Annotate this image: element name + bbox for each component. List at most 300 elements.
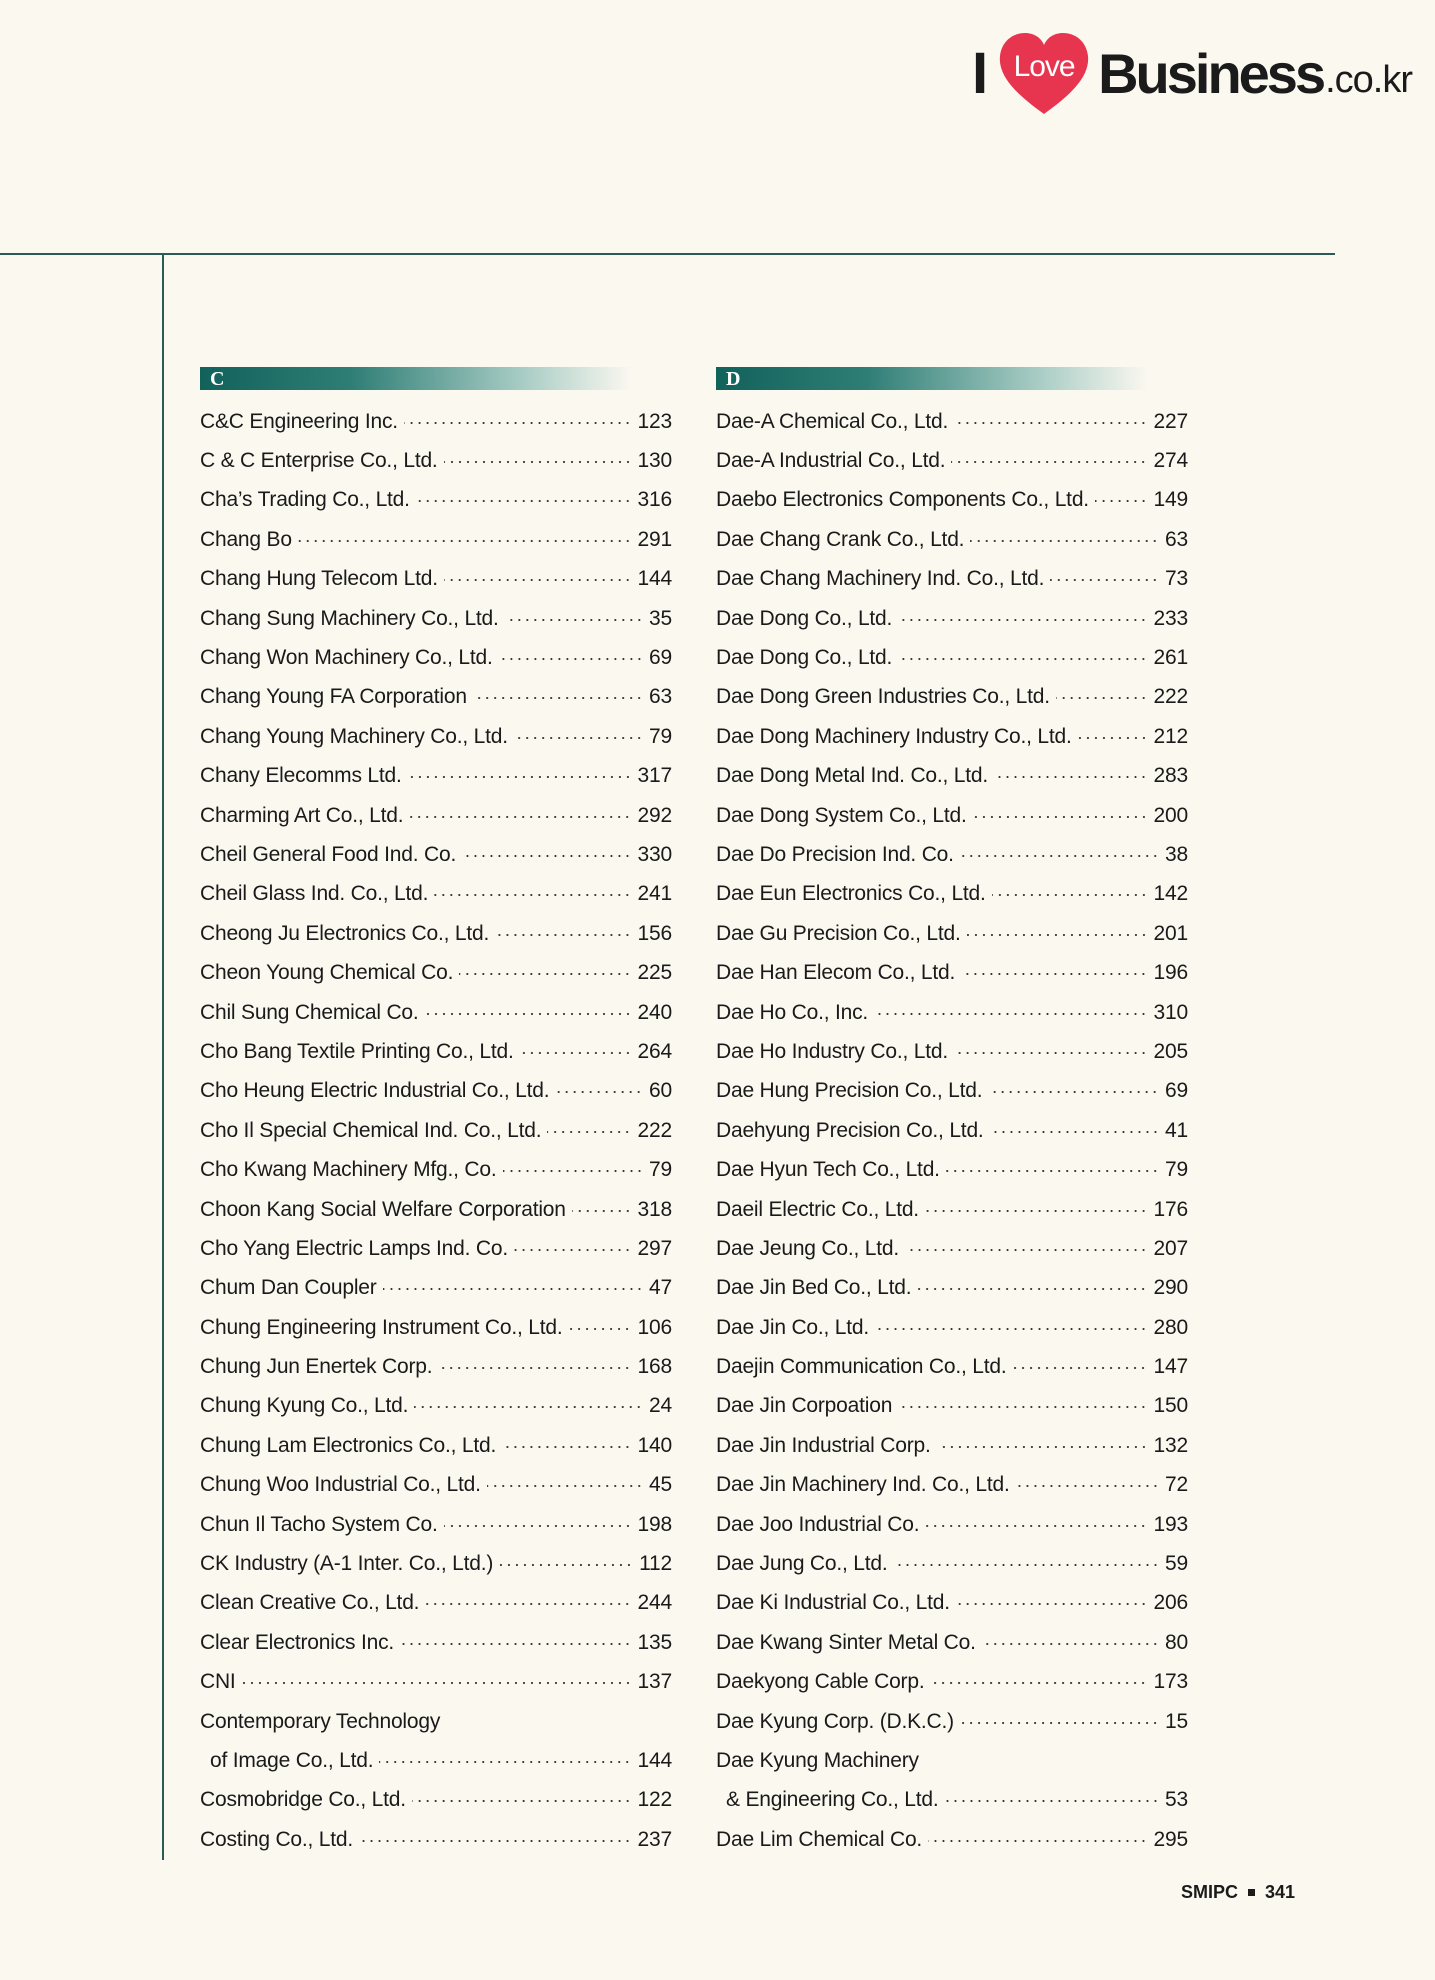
entry-page-number: 80 [1165,1630,1188,1654]
index-entry [200,678,672,717]
entry-company-name: Cho Heung Electric Industrial Co., Ltd. [200,1079,550,1103]
entry-list [200,402,672,1859]
entry-company-name: Clean Creative Co., Ltd. [200,1591,420,1615]
entry-company-name: Dae Dong Co., Ltd. [716,646,893,670]
dot-leader [988,1091,1159,1093]
dot-leader [359,1840,632,1842]
index-entry [200,1111,672,1150]
dot-leader [961,973,1147,975]
index-entry [716,1820,1188,1859]
entry-page-number: 290 [1153,1276,1188,1300]
entry-page-number: 106 [637,1315,672,1339]
dot-leader [925,1525,1147,1527]
entry-page-number: 147 [1153,1355,1188,1379]
index-entry [200,953,672,992]
entry-page-number: 144 [637,567,672,591]
entry-company-name: Chung Engineering Instrument Co., Ltd. [200,1315,563,1339]
dot-leader [414,1406,643,1408]
dot-leader [505,619,643,621]
entry-company-name: CK Industry (A-1 Inter. Co., Ltd.) [200,1552,494,1576]
entry-company-name: Dae Hung Precision Co., Ltd. [716,1079,983,1103]
entry-page-number: 316 [637,488,672,512]
entry-page-number: 237 [637,1827,672,1851]
index-entry [200,1347,672,1386]
index-entry [200,599,672,638]
dot-leader [898,658,1147,660]
entry-company-name: Clear Electronics Inc. [200,1630,395,1654]
dot-leader [412,1800,632,1802]
entry-page-number: 132 [1153,1433,1188,1457]
dot-leader [462,855,631,857]
dot-leader [925,1210,1148,1212]
index-entry [200,1072,672,1111]
dot-leader [894,1564,1160,1566]
dot-leader [400,1643,632,1645]
dot-leader [874,1013,1148,1015]
entry-page-number: 130 [637,449,672,473]
entry-company-name: Cho Kwang Machinery Mfg., Co. [200,1158,497,1182]
index-entry [716,560,1188,599]
entry-page-number: 140 [637,1433,672,1457]
index-entry [200,1229,672,1268]
entry-page-number: 150 [1153,1394,1188,1418]
entry-company-name: Cho Yang Electric Lamps Ind. Co. [200,1236,508,1260]
dot-leader [514,737,643,739]
dot-leader [438,1367,631,1369]
index-entry [716,638,1188,677]
dot-leader [954,422,1147,424]
entry-company-name: Cho Il Special Chemical Ind. Co., Ltd. [200,1118,542,1142]
entry-page-number: 63 [649,685,672,709]
entry-company-name: Dae Kyung Corp. (D.K.C.) [716,1709,954,1733]
index-entry [716,1505,1188,1544]
index-entry [716,402,1188,441]
dot-leader [514,1249,632,1251]
index-entry [716,717,1188,756]
entry-page-number: 79 [649,1158,672,1182]
page-number: 341 [1265,1882,1296,1902]
entry-company-name: of Image Co., Ltd. [210,1748,374,1772]
entry-company-name: Chung Lam Electronics Co., Ltd. [200,1433,497,1457]
index-entry [200,1781,672,1820]
index-entry [200,914,672,953]
entry-page-number: 330 [637,842,672,866]
index-entry [716,1190,1188,1229]
index-entry [200,757,672,796]
entry-page-number: 35 [649,606,672,630]
entry-company-name: Contemporary Technology [200,1709,441,1733]
dot-leader [444,461,632,463]
entry-company-name: Cha’s Trading Co., Ltd. [200,488,410,512]
index-entry [200,1466,672,1505]
index-column-d [716,367,1188,1859]
entry-page-number: 63 [1165,527,1188,551]
dot-leader [444,1525,632,1527]
dot-leader [502,1446,631,1448]
entry-company-name: Dae Ki Industrial Co., Ltd. [716,1591,950,1615]
entry-company-name: Cheil Glass Ind. Co., Ltd. [200,882,429,906]
dot-leader [487,1485,643,1487]
entry-page-number: 149 [1153,488,1188,512]
entry-company-name: Chung Jun Enertek Corp. [200,1355,433,1379]
index-entry [716,1741,1188,1780]
logo-letter-i: I [971,40,989,106]
entry-company-name: Chung Woo Industrial Co., Ltd. [200,1473,481,1497]
entry-page-number: 24 [649,1394,672,1418]
entry-page-number: 198 [637,1512,672,1536]
entry-company-name: Dae Chang Crank Co., Ltd. [716,527,965,551]
dot-leader [956,1603,1148,1605]
dot-leader [1078,737,1148,739]
entry-company-name: Dae Han Elecom Co., Ltd. [716,961,956,985]
dot-leader [499,658,643,660]
index-entry [716,1111,1188,1150]
index-entry [716,796,1188,835]
index-entry [716,993,1188,1032]
index-entry [200,1584,672,1623]
index-entry [716,1229,1188,1268]
index-entry [716,953,1188,992]
entry-page-number: 47 [649,1276,672,1300]
index-entry [716,1032,1188,1071]
entry-page-number: 173 [1153,1670,1188,1694]
dot-leader [404,422,632,424]
index-entry [200,1426,672,1465]
index-entry [716,520,1188,559]
index-entry [716,1347,1188,1386]
entry-page-number: 200 [1153,803,1188,827]
entry-company-name: Dae Do Precision Ind. Co. [716,842,954,866]
entry-company-name: Chang Sung Machinery Co., Ltd. [200,606,499,630]
dot-leader [242,1682,632,1684]
bullet-icon [1248,1889,1255,1896]
index-entry [200,1269,672,1308]
dot-leader [946,1170,1159,1172]
entry-company-name: Dae Lim Chemical Co. [716,1827,923,1851]
margin-divider [162,254,164,1860]
entry-page-number: 176 [1153,1197,1188,1221]
dot-leader [973,816,1148,818]
index-entry [200,1387,672,1426]
dot-leader [425,1013,632,1015]
index-entry [200,1820,672,1859]
entry-page-number: 137 [637,1670,672,1694]
entry-page-number: 295 [1153,1827,1188,1851]
entry-company-name: Dae Jin Industrial Corp. [716,1433,931,1457]
entry-company-name: Dae Chang Machinery Ind. Co., Ltd. [716,567,1045,591]
entry-page-number: 79 [649,724,672,748]
entry-page-number: 69 [1165,1079,1188,1103]
entry-company-name: Chum Dan Coupler [200,1276,377,1300]
index-entry [200,717,672,756]
entry-page-number: 317 [637,764,672,788]
brand-logo [972,28,1412,118]
page-footer [1181,1882,1295,1903]
entry-list [716,402,1188,1859]
dot-leader [416,500,632,502]
entry-company-name: Dae Joo Industrial Co. [716,1512,920,1536]
entry-company-name: Costing Co., Ltd. [200,1827,354,1851]
entry-page-number: 72 [1165,1473,1188,1497]
dot-leader [459,973,631,975]
entry-page-number: 274 [1153,449,1188,473]
entry-page-number: 73 [1165,567,1188,591]
entry-company-name: Daebo Electronics Components Co., Ltd. [716,488,1089,512]
index-entry [716,678,1188,717]
dot-leader [495,934,631,936]
dot-leader [568,1328,631,1330]
index-entry [716,1387,1188,1426]
dot-leader [473,697,643,699]
entry-company-name: Dae Dong Co., Ltd. [716,606,893,630]
dot-leader [547,1131,631,1133]
entry-company-name: C & C Enterprise Co., Ltd. [200,449,438,473]
index-entry [716,1544,1188,1583]
entry-company-name: Dae Dong Machinery Industry Co., Ltd. [716,724,1072,748]
entry-page-number: 156 [637,921,672,945]
entry-page-number: 244 [637,1591,672,1615]
index-entry [716,1663,1188,1702]
entry-page-number: 297 [637,1236,672,1260]
entry-company-name: Dae Jeung Co., Ltd. [716,1236,899,1260]
entry-page-number: 261 [1153,646,1188,670]
entry-company-name: Daehyung Precision Co., Ltd. [716,1118,984,1142]
dot-leader [555,1091,643,1093]
index-entry [716,599,1188,638]
header-divider [0,253,1335,255]
entry-page-number: 135 [637,1630,672,1654]
entry-page-number: 196 [1153,961,1188,985]
dot-leader [1050,579,1159,581]
entry-company-name: & Engineering Co., Ltd. [726,1788,939,1812]
entry-page-number: 292 [637,803,672,827]
entry-company-name: Chang Won Machinery Co., Ltd. [200,646,493,670]
entry-company-name: Chil Sung Chemical Co. [200,1000,419,1024]
entry-page-number: 142 [1153,882,1188,906]
entry-page-number: 122 [637,1788,672,1812]
entry-company-name: Charming Art Co., Ltd. [200,803,404,827]
index-entry [716,1702,1188,1741]
dot-leader [982,1643,1159,1645]
dot-leader [994,776,1148,778]
heart-icon [996,28,1092,118]
logo-tld: .co.kr [1325,58,1412,101]
index-entry [200,1308,672,1347]
dot-leader [917,1288,1147,1290]
entry-company-name: Dae Ho Co., Inc. [716,1000,869,1024]
entry-page-number: 212 [1153,724,1188,748]
logo-heart-text: Love [1013,50,1075,83]
index-entry [200,520,672,559]
entry-page-number: 205 [1153,1039,1188,1063]
index-column-c [200,367,672,1859]
entry-page-number: 283 [1153,764,1188,788]
entry-company-name: Cheil General Food Ind. Co. [200,842,457,866]
index-entry [200,835,672,874]
index-entry [200,1663,672,1702]
entry-page-number: 41 [1165,1118,1188,1142]
entry-company-name: Chun Il Tacho System Co. [200,1512,438,1536]
dot-leader [928,1840,1147,1842]
index-entry [200,1702,672,1741]
dot-leader [434,894,631,896]
index-entry [716,1584,1188,1623]
index-entry [200,1150,672,1189]
index-entry [200,481,672,520]
index-entry [200,796,672,835]
entry-page-number: 241 [637,882,672,906]
dot-leader [990,1131,1159,1133]
entry-company-name: Chany Elecomms Ltd. [200,764,402,788]
entry-page-number: 69 [649,646,672,670]
index-entry [716,835,1188,874]
section-header-c [200,367,632,390]
dot-leader [572,1210,632,1212]
entry-company-name: Dae Ho Industry Co., Ltd. [716,1039,948,1063]
entry-page-number: 318 [637,1197,672,1221]
dot-leader [898,619,1147,621]
section-header-d [716,367,1148,390]
index-entry [200,638,672,677]
entry-company-name: Cosmobridge Co., Ltd. [200,1788,406,1812]
entry-company-name: Cho Bang Textile Printing Co., Ltd. [200,1039,514,1063]
entry-page-number: 207 [1153,1236,1188,1260]
dot-leader [960,855,1159,857]
entry-company-name: Dae Gu Precision Co., Ltd. [716,921,961,945]
entry-page-number: 60 [649,1079,672,1103]
dot-leader [503,1170,644,1172]
entry-company-name: Chang Hung Telecom Ltd. [200,567,438,591]
entry-company-name: Daeil Electric Co., Ltd. [716,1197,919,1221]
entry-company-name: C&C Engineering Inc. [200,409,398,433]
index-entry [716,1623,1188,1662]
section-letter: D [726,368,741,390]
entry-page-number: 264 [637,1039,672,1063]
entry-company-name: Daejin Communication Co., Ltd. [716,1355,1007,1379]
index-entry [716,875,1188,914]
dot-leader [875,1328,1148,1330]
index-entry [200,1505,672,1544]
entry-company-name: Dae Dong System Co., Ltd. [716,803,967,827]
index-entry [716,1269,1188,1308]
dot-leader [425,1603,631,1605]
entry-page-number: 193 [1153,1512,1188,1536]
index-entry [716,757,1188,796]
dot-leader [409,816,631,818]
entry-page-number: 201 [1153,921,1188,945]
entry-page-number: 15 [1165,1709,1188,1733]
entry-company-name: Daekyong Cable Corp. [716,1670,925,1694]
index-entry [716,1150,1188,1189]
entry-page-number: 310 [1153,1000,1188,1024]
dot-leader [930,1682,1147,1684]
index-entry [200,560,672,599]
entry-page-number: 222 [637,1118,672,1142]
dot-leader [444,579,632,581]
dot-leader [408,776,632,778]
index-entry [716,441,1188,480]
entry-page-number: 222 [1153,685,1188,709]
section-letter: C [210,368,225,390]
publication-name: SMIPC [1181,1882,1239,1902]
dot-leader [1012,1367,1147,1369]
entry-page-number: 291 [637,527,672,551]
index-entry [200,1190,672,1229]
entry-company-name: Chang Young Machinery Co., Ltd. [200,724,508,748]
index-entry [716,1466,1188,1505]
index-entry [200,1623,672,1662]
dot-leader [898,1406,1147,1408]
dot-leader [1095,500,1148,502]
index-entry [200,1032,672,1071]
dot-leader [499,1564,633,1566]
index-entry [200,1741,672,1780]
dot-leader [1056,697,1148,699]
entry-company-name: Dae Kwang Sinter Metal Co. [716,1630,976,1654]
entry-company-name: Cheong Ju Electronics Co., Ltd. [200,921,490,945]
entry-page-number: 240 [637,1000,672,1024]
index-entry [200,1544,672,1583]
entry-company-name: Chung Kyung Co., Ltd. [200,1394,409,1418]
entry-company-name: Chang Bo [200,527,292,551]
dot-leader [945,1800,1159,1802]
entry-page-number: 227 [1153,409,1188,433]
entry-page-number: 59 [1165,1552,1188,1576]
entry-page-number: 123 [637,409,672,433]
dot-leader [905,1249,1148,1251]
entry-page-number: 280 [1153,1315,1188,1339]
entry-company-name: Dae Jin Machinery Ind. Co., Ltd. [716,1473,1010,1497]
dot-leader [960,1722,1159,1724]
entry-page-number: 45 [649,1473,672,1497]
entry-page-number: 38 [1165,842,1188,866]
dot-leader [520,1052,632,1054]
index-entry [716,1072,1188,1111]
index-entry [716,1426,1188,1465]
entry-page-number: 112 [639,1552,672,1576]
entry-company-name: Dae Eun Electronics Co., Ltd. [716,882,986,906]
entry-page-number: 168 [637,1355,672,1379]
entry-page-number: 206 [1153,1591,1188,1615]
dot-leader [298,540,632,542]
entry-page-number: 144 [637,1748,672,1772]
index-entry [200,993,672,1032]
entry-company-name: Dae Dong Green Industries Co., Ltd. [716,685,1050,709]
index-entry [200,875,672,914]
index-entry [716,481,1188,520]
dot-leader [992,894,1148,896]
entry-page-number: 233 [1153,606,1188,630]
entry-company-name: Dae Hyun Tech Co., Ltd. [716,1158,940,1182]
dot-leader [1016,1485,1159,1487]
entry-company-name: Dae-A Chemical Co., Ltd. [716,409,949,433]
entry-company-name: Dae Jin Bed Co., Ltd. [716,1276,912,1300]
entry-company-name: Dae Jin Corpoation [716,1394,893,1418]
dot-leader [967,934,1148,936]
dot-leader [954,1052,1148,1054]
dot-leader [951,461,1147,463]
index-entry [200,441,672,480]
dot-leader [937,1446,1148,1448]
index-entry [716,1781,1188,1820]
entry-company-name: Dae-A Industrial Co., Ltd. [716,449,946,473]
entry-company-name: Dae Kyung Machinery [716,1748,919,1772]
entry-page-number: 53 [1165,1788,1188,1812]
index-entry [200,402,672,441]
entry-page-number: 225 [637,961,672,985]
entry-company-name: Chang Young FA Corporation [200,685,467,709]
entry-page-number: 79 [1165,1158,1188,1182]
